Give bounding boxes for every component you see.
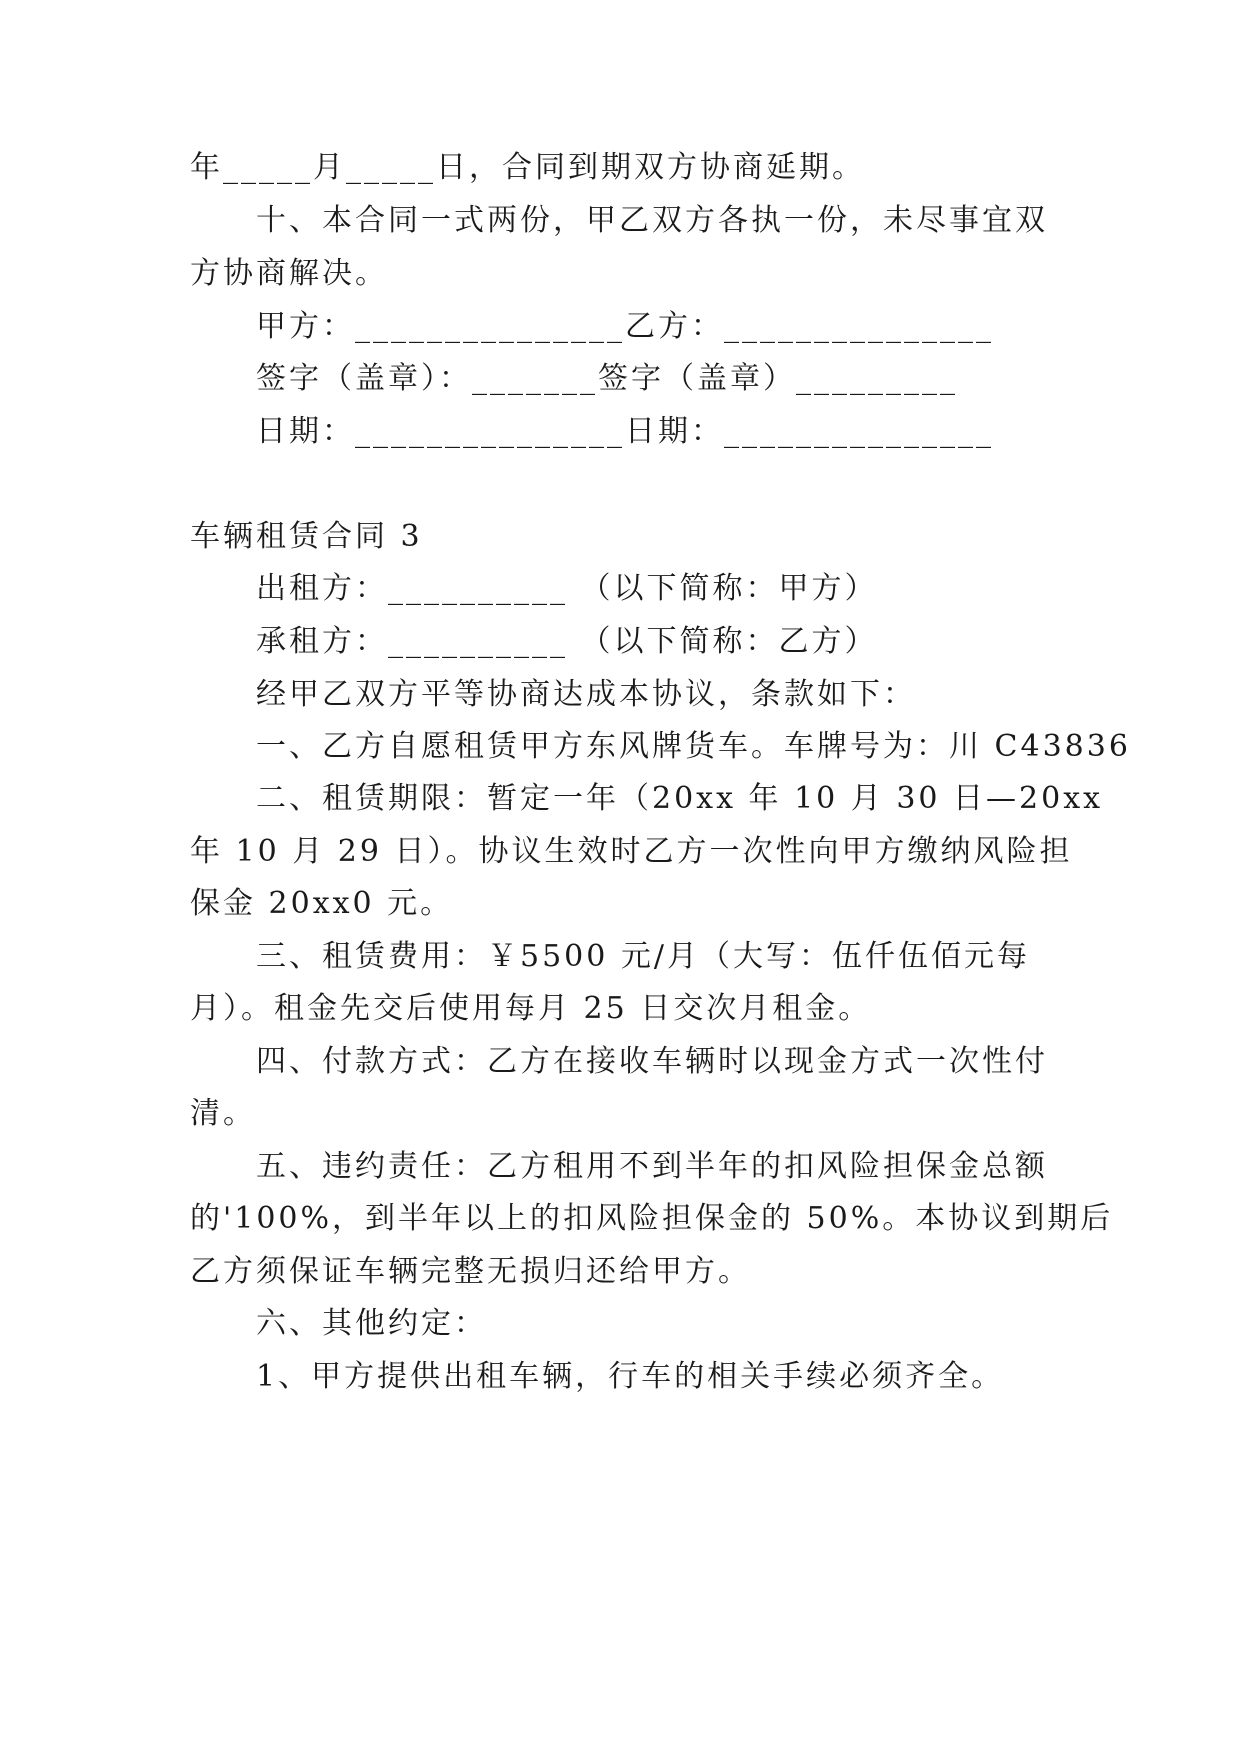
paragraph-line: 经甲乙双方平等协商达成本协议，条款如下： <box>256 677 916 712</box>
paragraph-line: 一、乙方自愿租赁甲方东风牌货车。车牌号为：川 C43836 <box>256 729 1131 764</box>
signature-line-date: 日期：_______________日期：_______________ <box>256 414 994 449</box>
paragraph-line: 十、本合同一式两份，甲乙双方各执一份，未尽事宜双 <box>256 203 1048 238</box>
paragraph-line: 月）。租金先交后使用每月 25 日交次月租金。 <box>190 991 872 1026</box>
paragraph-line: 五、违约责任：乙方租用不到半年的扣风险担保金总额 <box>256 1149 1048 1184</box>
paragraph-line: 三、租赁费用：￥5500 元/月（大写：伍仟伍佰元每 <box>256 939 1030 974</box>
section-title: 车辆租赁合同 3 <box>190 519 423 554</box>
paragraph-line: 保金 20xx0 元。 <box>190 886 454 921</box>
paragraph-line: 乙方须保证车辆完整无损归还给甲方。 <box>190 1254 751 1289</box>
signature-line-seal: 签字（盖章）：_______签字（盖章）_________ <box>256 361 958 396</box>
paragraph-line: 年 10 月 29 日）。协议生效时乙方一次性向甲方缴纳风险担 <box>190 834 1073 869</box>
signature-line-party: 甲方：_______________乙方：_______________ <box>256 309 994 344</box>
paragraph-line: 的'100%，到半年以上的扣风险担保金的 50%。本协议到期后 <box>190 1201 1114 1236</box>
paragraph-line: 二、租赁期限：暂定一年（20xx 年 10 月 30 日—20xx <box>256 781 1104 816</box>
paragraph-line: 六、其他约定： <box>256 1306 487 1341</box>
paragraph-line: 年_____月_____日，合同到期双方协商延期。 <box>190 150 865 185</box>
paragraph-line: 方协商解决。 <box>190 256 388 291</box>
paragraph-line: 清。 <box>190 1096 256 1131</box>
paragraph-line: 出租方：__________ （以下简称：甲方） <box>256 571 878 606</box>
paragraph-line: 承租方：__________ （以下简称：乙方） <box>256 624 878 659</box>
paragraph-line: 1、甲方提供出租车辆，行车的相关手续必须齐全。 <box>256 1359 1005 1394</box>
paragraph-line: 四、付款方式：乙方在接收车辆时以现金方式一次性付 <box>256 1044 1048 1079</box>
